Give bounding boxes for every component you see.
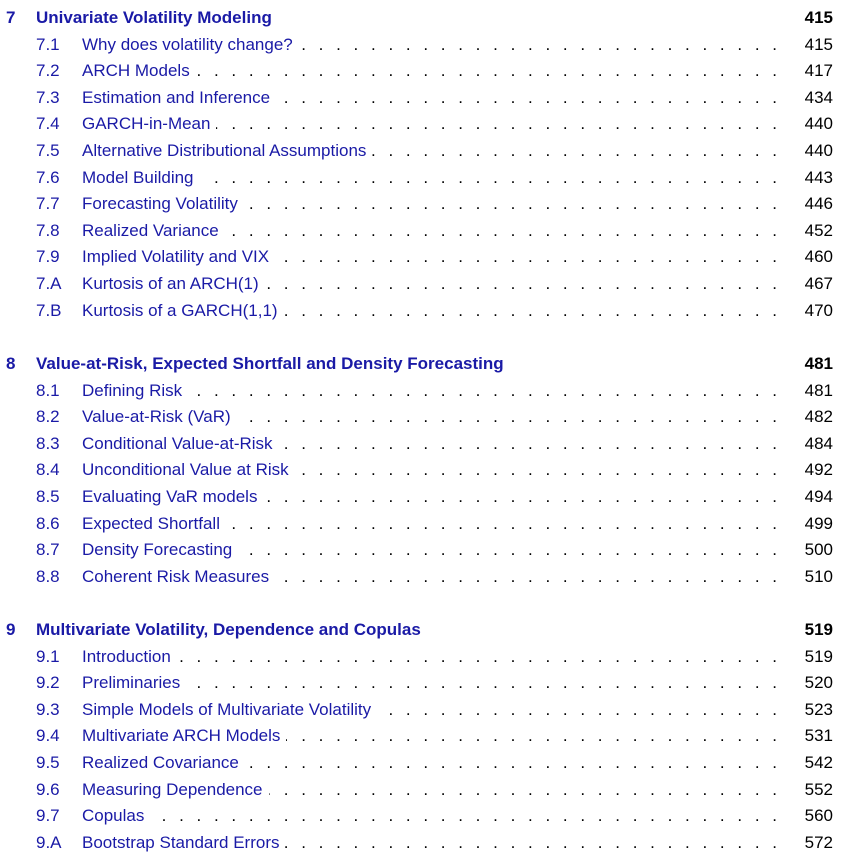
section-title-link[interactable] bbox=[82, 32, 781, 58]
section-page: 482 bbox=[804, 407, 833, 427]
section-title-link[interactable] bbox=[82, 111, 781, 137]
section-page: 434 bbox=[804, 87, 833, 107]
section-title-link[interactable] bbox=[82, 803, 781, 829]
toc-section-row[interactable] bbox=[0, 218, 841, 244]
section-title-link[interactable] bbox=[82, 378, 781, 404]
section-number: 7.6 bbox=[36, 167, 60, 187]
section-title-text: Bootstrap Standard Errors bbox=[82, 833, 285, 852]
section-number: 8.5 bbox=[36, 487, 60, 506]
section-page: 440 bbox=[804, 114, 833, 134]
section-page: 440 bbox=[804, 141, 833, 160]
toc-section-row[interactable] bbox=[0, 404, 841, 430]
section-page: 484 bbox=[804, 433, 833, 453]
section-number: 7.2 bbox=[36, 61, 60, 81]
chapter-heading[interactable] bbox=[0, 351, 841, 377]
toc-section-row[interactable] bbox=[0, 697, 841, 723]
section-page: 499 bbox=[804, 513, 833, 533]
section-title-link[interactable] bbox=[82, 271, 781, 297]
section-number: 9.2 bbox=[36, 673, 60, 693]
section-page: 520 bbox=[804, 673, 833, 693]
section-title-link[interactable] bbox=[82, 723, 781, 749]
section-title-text: Defining Risk bbox=[82, 381, 188, 400]
section-title-link[interactable] bbox=[82, 165, 781, 191]
section-title-text: Kurtosis of an ARCH(1) bbox=[82, 274, 265, 293]
section-number: 7.B bbox=[36, 300, 62, 320]
toc-section-row[interactable] bbox=[0, 191, 841, 217]
chapter-number: 8 bbox=[6, 354, 16, 373]
chapter-page: 481 bbox=[804, 354, 833, 373]
section-number: 8.1 bbox=[36, 380, 60, 400]
section-number: 7.1 bbox=[36, 34, 60, 54]
section-title-link[interactable] bbox=[82, 218, 781, 244]
toc-section-row[interactable] bbox=[0, 750, 841, 776]
toc-section-row[interactable] bbox=[0, 138, 841, 164]
section-title-text: Measuring Dependence bbox=[82, 780, 269, 799]
section-title-link[interactable] bbox=[82, 58, 781, 84]
section-page: 443 bbox=[804, 167, 833, 187]
section-title-text: Expected Shortfall bbox=[82, 514, 226, 533]
section-title-text: Preliminaries bbox=[82, 673, 186, 692]
section-number: 8.4 bbox=[36, 460, 60, 480]
toc-section-row[interactable] bbox=[0, 830, 841, 856]
toc-section-row[interactable] bbox=[0, 564, 841, 590]
toc-section-row[interactable] bbox=[0, 777, 841, 803]
section-number: 7.4 bbox=[36, 114, 60, 134]
section-number: 7.7 bbox=[36, 194, 60, 214]
section-number: 7.3 bbox=[36, 87, 60, 107]
section-number: 9.7 bbox=[36, 806, 60, 826]
section-title-link[interactable] bbox=[82, 830, 781, 856]
section-title-text: Realized Variance bbox=[82, 221, 225, 240]
section-number: 9.3 bbox=[36, 699, 60, 719]
section-title-link[interactable] bbox=[82, 191, 781, 217]
section-title-link[interactable] bbox=[82, 670, 781, 696]
toc-section-row[interactable] bbox=[0, 511, 841, 537]
section-title-text: Introduction bbox=[82, 647, 177, 666]
section-page: 510 bbox=[804, 566, 833, 586]
chapter-page: 415 bbox=[804, 8, 833, 27]
section-title-link[interactable] bbox=[82, 644, 781, 670]
section-title-text: Forecasting Volatility bbox=[82, 194, 244, 213]
chapter-title-link[interactable]: Multivariate Volatility, Dependence and Copulas bbox=[36, 620, 421, 639]
section-page: 500 bbox=[804, 540, 833, 560]
section-page: 446 bbox=[804, 194, 833, 214]
toc-section-row[interactable] bbox=[0, 378, 841, 404]
section-title-text: Model Building bbox=[82, 168, 200, 187]
section-title-text: Alternative Distributional Assumptions bbox=[82, 141, 372, 160]
section-page: 519 bbox=[804, 646, 833, 666]
chapter-heading[interactable] bbox=[0, 617, 841, 643]
toc-section-row[interactable] bbox=[0, 537, 841, 563]
section-title-link[interactable] bbox=[82, 244, 781, 270]
section-title-text: Unconditional Value at Risk bbox=[82, 460, 295, 479]
chapter-number: 7 bbox=[6, 8, 16, 27]
section-title-text: Density Forecasting bbox=[82, 540, 238, 559]
section-title-link[interactable] bbox=[82, 511, 781, 537]
chapter-title-link[interactable]: Univariate Volatility Modeling bbox=[36, 8, 272, 27]
toc-section-row[interactable] bbox=[0, 244, 841, 270]
section-number: 9.1 bbox=[36, 646, 60, 666]
section-page: 560 bbox=[804, 806, 833, 826]
chapter-title-link[interactable]: Value-at-Risk, Expected Shortfall and Density Forecasting bbox=[36, 354, 504, 373]
section-title-link[interactable] bbox=[82, 537, 781, 563]
section-number: 8.8 bbox=[36, 566, 60, 586]
section-page: 542 bbox=[804, 753, 833, 772]
section-number: 9.A bbox=[36, 832, 62, 852]
section-page: 492 bbox=[804, 460, 833, 480]
section-number: 8.7 bbox=[36, 540, 60, 560]
section-page: 481 bbox=[804, 380, 833, 400]
section-number: 9.6 bbox=[36, 779, 60, 799]
section-title-link[interactable] bbox=[82, 457, 781, 483]
toc-section-row[interactable] bbox=[0, 484, 841, 510]
section-page: 552 bbox=[804, 779, 833, 799]
section-title-link[interactable] bbox=[82, 431, 781, 457]
section-title-text: Realized Covariance bbox=[82, 753, 245, 772]
section-page: 467 bbox=[804, 274, 833, 293]
section-page: 452 bbox=[804, 220, 833, 240]
section-title-text: ARCH Models bbox=[82, 61, 196, 80]
section-page: 470 bbox=[804, 300, 833, 320]
section-title-text: Multivariate ARCH Models bbox=[82, 726, 286, 745]
section-page: 494 bbox=[804, 487, 833, 506]
section-title-link[interactable] bbox=[82, 750, 781, 776]
chapter-heading[interactable] bbox=[0, 5, 841, 31]
section-page: 415 bbox=[804, 34, 833, 54]
toc-section-row[interactable] bbox=[0, 271, 841, 297]
section-title-link[interactable] bbox=[82, 404, 781, 430]
section-title-link[interactable] bbox=[82, 777, 781, 803]
section-title-text: Copulas bbox=[82, 806, 150, 825]
toc-section-row[interactable] bbox=[0, 85, 841, 111]
section-title-link[interactable] bbox=[82, 564, 781, 590]
toc-section-row[interactable] bbox=[0, 111, 841, 137]
section-title-text: Evaluating VaR models bbox=[82, 487, 263, 506]
section-title-text: Why does volatility change? bbox=[82, 35, 299, 54]
section-title-link[interactable] bbox=[82, 697, 781, 723]
toc-section-row[interactable] bbox=[0, 32, 841, 58]
section-title-text: GARCH-in-Mean bbox=[82, 114, 216, 133]
section-title-text: Estimation and Inference bbox=[82, 88, 276, 107]
section-title-text: Simple Models of Multivariate Volatility bbox=[82, 700, 377, 719]
toc-section-row[interactable] bbox=[0, 58, 841, 84]
section-number: 7.8 bbox=[36, 220, 60, 240]
section-title-text: Conditional Value-at-Risk bbox=[82, 434, 279, 453]
section-number: 8.6 bbox=[36, 513, 60, 533]
section-title-text: Value-at-Risk (VaR) bbox=[82, 407, 237, 426]
toc-section-row[interactable] bbox=[0, 644, 841, 670]
section-page: 460 bbox=[804, 247, 833, 267]
toc-section-row[interactable] bbox=[0, 457, 841, 483]
section-page: 572 bbox=[804, 832, 833, 852]
section-number: 8.2 bbox=[36, 407, 60, 427]
toc-section-row[interactable] bbox=[0, 723, 841, 749]
toc-section-row[interactable] bbox=[0, 670, 841, 696]
section-title-link[interactable] bbox=[82, 85, 781, 111]
chapter-page: 519 bbox=[804, 620, 833, 639]
section-page: 417 bbox=[804, 61, 833, 81]
section-number: 7.5 bbox=[36, 141, 60, 160]
section-page: 523 bbox=[804, 699, 833, 719]
section-title-text: Coherent Risk Measures bbox=[82, 567, 275, 586]
section-number: 9.5 bbox=[36, 753, 60, 772]
toc-section-row[interactable] bbox=[0, 431, 841, 457]
toc-section-row[interactable] bbox=[0, 298, 841, 324]
section-title-link[interactable] bbox=[82, 138, 781, 164]
section-number: 7.A bbox=[36, 274, 62, 293]
section-number: 7.9 bbox=[36, 247, 60, 267]
section-number: 9.4 bbox=[36, 726, 60, 746]
section-page: 531 bbox=[804, 726, 833, 746]
section-title-link[interactable] bbox=[82, 484, 781, 510]
section-title-text: Implied Volatility and VIX bbox=[82, 247, 275, 266]
section-title-link[interactable] bbox=[82, 298, 781, 324]
section-number: 8.3 bbox=[36, 433, 60, 453]
toc-section-row[interactable] bbox=[0, 165, 841, 191]
chapter-number: 9 bbox=[6, 620, 16, 639]
section-title-text: Kurtosis of a GARCH(1,1) bbox=[82, 301, 284, 320]
toc-section-row[interactable] bbox=[0, 803, 841, 829]
